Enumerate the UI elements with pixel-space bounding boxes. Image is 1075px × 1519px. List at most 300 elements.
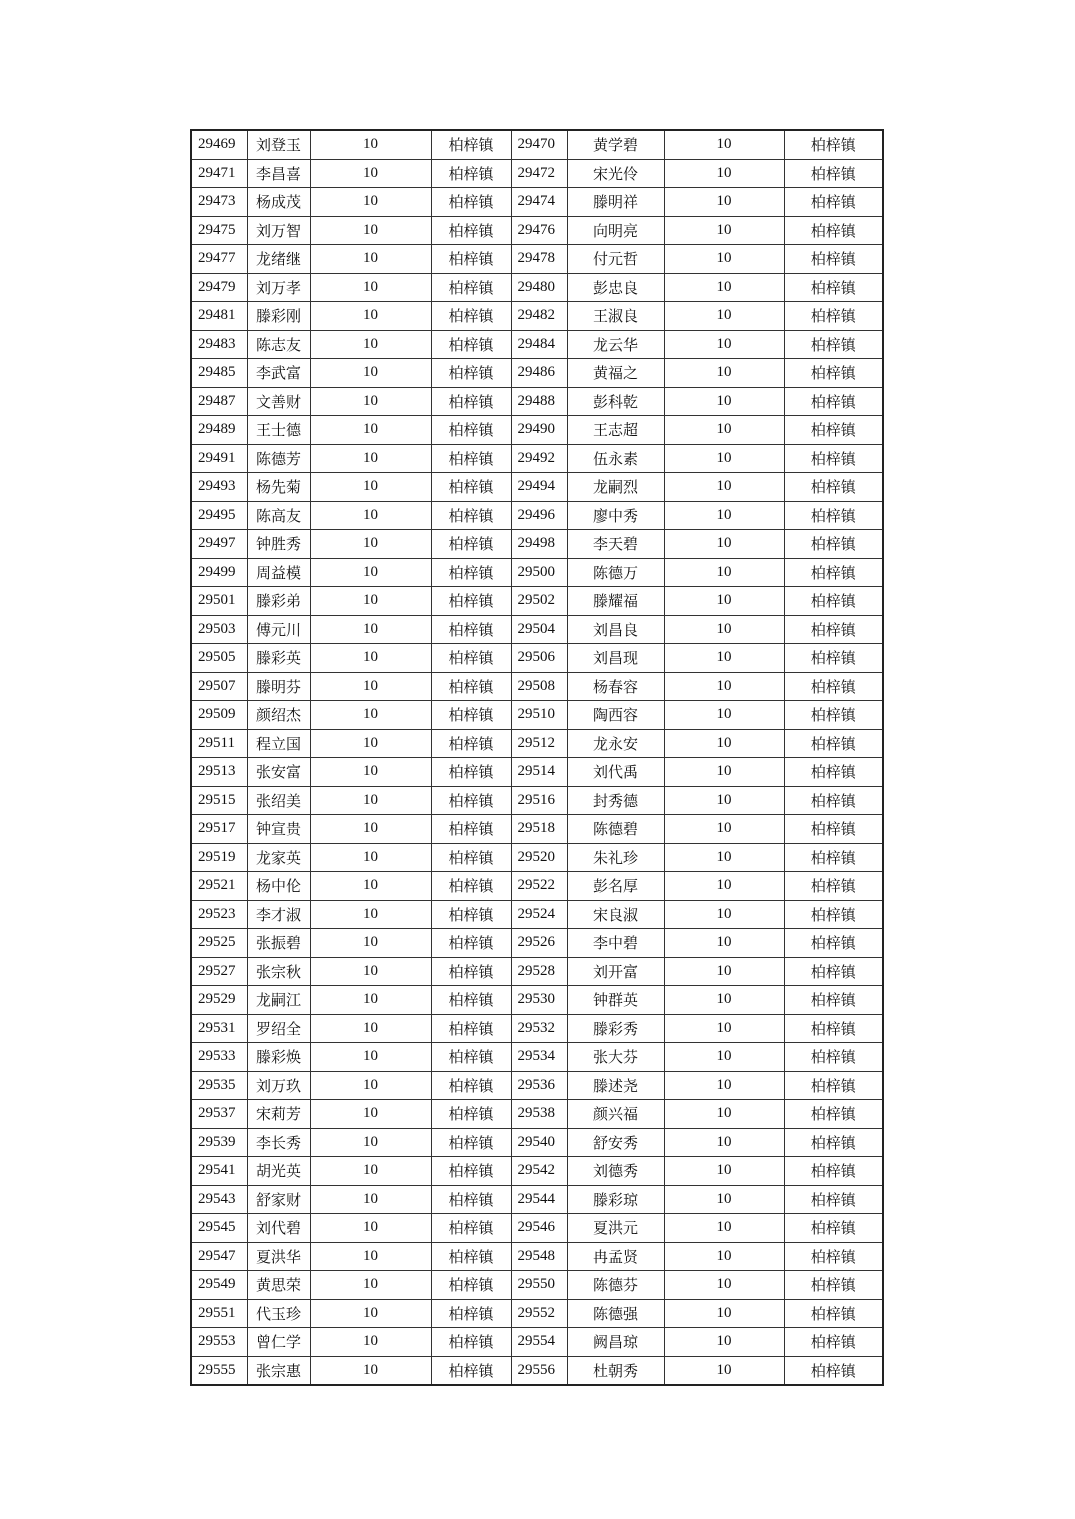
person-name-cell: 滕彩秀 [567, 1014, 664, 1043]
table-row [191, 159, 883, 188]
person-name-cell: 李武富 [247, 359, 310, 388]
town-cell: 柏梓镇 [784, 1071, 883, 1100]
amount-cell: 10 [310, 387, 431, 416]
table-row [191, 330, 883, 359]
record-id-cell: 29488 [511, 387, 567, 416]
person-name-cell: 曾仁学 [247, 1328, 310, 1357]
table-row [191, 444, 883, 473]
person-name-cell: 朱礼珍 [567, 843, 664, 872]
person-name-cell: 宋莉芳 [247, 1100, 310, 1129]
amount-cell: 10 [664, 558, 784, 587]
person-name-cell: 陶西容 [567, 701, 664, 730]
amount-cell: 10 [310, 986, 431, 1015]
person-name-cell: 文善财 [247, 387, 310, 416]
town-cell: 柏梓镇 [784, 159, 883, 188]
table-row [191, 1271, 883, 1300]
table-row [191, 872, 883, 901]
table-row [191, 786, 883, 815]
amount-cell: 10 [664, 359, 784, 388]
person-name-cell: 刘昌现 [567, 644, 664, 673]
person-name-cell: 李才淑 [247, 900, 310, 929]
person-name-cell: 杨春容 [567, 672, 664, 701]
record-id-cell: 29554 [511, 1328, 567, 1357]
amount-cell: 10 [310, 558, 431, 587]
town-cell: 柏梓镇 [784, 786, 883, 815]
amount-cell: 10 [664, 130, 784, 159]
record-id-cell: 29484 [511, 330, 567, 359]
person-name-cell: 龙永安 [567, 729, 664, 758]
town-cell: 柏梓镇 [431, 758, 511, 787]
amount-cell: 10 [664, 843, 784, 872]
town-cell: 柏梓镇 [784, 501, 883, 530]
record-id-cell: 29481 [191, 302, 247, 331]
amount-cell: 10 [664, 1157, 784, 1186]
person-name-cell: 黄思荣 [247, 1271, 310, 1300]
town-cell: 柏梓镇 [431, 786, 511, 815]
record-id-cell: 29511 [191, 729, 247, 758]
amount-cell: 10 [310, 587, 431, 616]
record-id-cell: 29527 [191, 957, 247, 986]
record-id-cell: 29502 [511, 587, 567, 616]
table-row [191, 929, 883, 958]
record-id-cell: 29538 [511, 1100, 567, 1129]
town-cell: 柏梓镇 [784, 1299, 883, 1328]
record-id-cell: 29533 [191, 1043, 247, 1072]
person-name-cell: 周益模 [247, 558, 310, 587]
town-cell: 柏梓镇 [784, 473, 883, 502]
table-row [191, 387, 883, 416]
town-cell: 柏梓镇 [431, 1356, 511, 1385]
town-cell: 柏梓镇 [431, 929, 511, 958]
amount-cell: 10 [310, 1271, 431, 1300]
town-cell: 柏梓镇 [431, 986, 511, 1015]
table-row [191, 1071, 883, 1100]
table-row [191, 273, 883, 302]
person-name-cell: 颜兴福 [567, 1100, 664, 1129]
record-id-cell: 29500 [511, 558, 567, 587]
table-row [191, 1128, 883, 1157]
amount-cell: 10 [310, 672, 431, 701]
record-id-cell: 29469 [191, 130, 247, 159]
amount-cell: 10 [664, 1299, 784, 1328]
amount-cell: 10 [310, 1214, 431, 1243]
person-name-cell: 廖中秀 [567, 501, 664, 530]
amount-cell: 10 [310, 1128, 431, 1157]
amount-cell: 10 [664, 615, 784, 644]
record-id-cell: 29537 [191, 1100, 247, 1129]
town-cell: 柏梓镇 [784, 729, 883, 758]
table-row [191, 1299, 883, 1328]
record-id-cell: 29540 [511, 1128, 567, 1157]
person-name-cell: 刘万智 [247, 216, 310, 245]
town-cell: 柏梓镇 [431, 615, 511, 644]
record-id-cell: 29474 [511, 188, 567, 217]
record-id-cell: 29515 [191, 786, 247, 815]
town-cell: 柏梓镇 [431, 1043, 511, 1072]
amount-cell: 10 [310, 302, 431, 331]
amount-cell: 10 [310, 843, 431, 872]
amount-cell: 10 [310, 758, 431, 787]
town-cell: 柏梓镇 [784, 587, 883, 616]
table-row [191, 1157, 883, 1186]
person-name-cell: 龙绪继 [247, 245, 310, 274]
person-name-cell: 龙嗣江 [247, 986, 310, 1015]
amount-cell: 10 [310, 929, 431, 958]
amount-cell: 10 [664, 530, 784, 559]
town-cell: 柏梓镇 [784, 1014, 883, 1043]
person-name-cell: 杨先菊 [247, 473, 310, 502]
town-cell: 柏梓镇 [784, 359, 883, 388]
town-cell: 柏梓镇 [431, 1157, 511, 1186]
town-cell: 柏梓镇 [431, 1299, 511, 1328]
record-id-cell: 29555 [191, 1356, 247, 1385]
record-id-cell: 29508 [511, 672, 567, 701]
person-name-cell: 王志超 [567, 416, 664, 445]
person-name-cell: 颜绍杰 [247, 701, 310, 730]
town-cell: 柏梓镇 [784, 957, 883, 986]
town-cell: 柏梓镇 [431, 273, 511, 302]
person-name-cell: 杨中伦 [247, 872, 310, 901]
town-cell: 柏梓镇 [784, 815, 883, 844]
town-cell: 柏梓镇 [784, 1214, 883, 1243]
person-name-cell: 李天碧 [567, 530, 664, 559]
person-name-cell: 刘万玖 [247, 1071, 310, 1100]
person-name-cell: 陈德强 [567, 1299, 664, 1328]
town-cell: 柏梓镇 [431, 473, 511, 502]
record-id-cell: 29550 [511, 1271, 567, 1300]
person-name-cell: 夏洪华 [247, 1242, 310, 1271]
person-name-cell: 付元哲 [567, 245, 664, 274]
amount-cell: 10 [664, 729, 784, 758]
record-id-cell: 29544 [511, 1185, 567, 1214]
record-id-cell: 29493 [191, 473, 247, 502]
town-cell: 柏梓镇 [431, 558, 511, 587]
amount-cell: 10 [310, 1356, 431, 1385]
amount-cell: 10 [310, 1299, 431, 1328]
town-cell: 柏梓镇 [784, 1271, 883, 1300]
person-name-cell: 程立国 [247, 729, 310, 758]
person-name-cell: 张宗秋 [247, 957, 310, 986]
record-id-cell: 29505 [191, 644, 247, 673]
town-cell: 柏梓镇 [784, 1157, 883, 1186]
town-cell: 柏梓镇 [431, 815, 511, 844]
person-name-cell: 向明亮 [567, 216, 664, 245]
town-cell: 柏梓镇 [784, 558, 883, 587]
person-name-cell: 张振碧 [247, 929, 310, 958]
amount-cell: 10 [310, 615, 431, 644]
amount-cell: 10 [664, 1071, 784, 1100]
amount-cell: 10 [664, 1214, 784, 1243]
person-name-cell: 宋良淑 [567, 900, 664, 929]
amount-cell: 10 [310, 130, 431, 159]
table-row [191, 1185, 883, 1214]
amount-cell: 10 [310, 1043, 431, 1072]
record-id-cell: 29506 [511, 644, 567, 673]
record-id-cell: 29542 [511, 1157, 567, 1186]
town-cell: 柏梓镇 [431, 1328, 511, 1357]
record-id-cell: 29485 [191, 359, 247, 388]
table-row [191, 1014, 883, 1043]
record-id-cell: 29547 [191, 1242, 247, 1271]
amount-cell: 10 [664, 1185, 784, 1214]
table-row [191, 530, 883, 559]
person-name-cell: 刘登玉 [247, 130, 310, 159]
amount-cell: 10 [310, 815, 431, 844]
person-name-cell: 刘开富 [567, 957, 664, 986]
person-name-cell: 钟胜秀 [247, 530, 310, 559]
person-name-cell: 刘德秀 [567, 1157, 664, 1186]
table-row [191, 900, 883, 929]
town-cell: 柏梓镇 [431, 216, 511, 245]
town-cell: 柏梓镇 [431, 159, 511, 188]
person-name-cell: 陈德碧 [567, 815, 664, 844]
amount-cell: 10 [664, 815, 784, 844]
table-row [191, 473, 883, 502]
amount-cell: 10 [664, 758, 784, 787]
table-row [191, 416, 883, 445]
town-cell: 柏梓镇 [431, 416, 511, 445]
table-row [191, 1242, 883, 1271]
town-cell: 柏梓镇 [431, 587, 511, 616]
record-id-cell: 29553 [191, 1328, 247, 1357]
table-row [191, 587, 883, 616]
record-id-cell: 29494 [511, 473, 567, 502]
table-row [191, 729, 883, 758]
record-id-cell: 29513 [191, 758, 247, 787]
town-cell: 柏梓镇 [784, 672, 883, 701]
record-id-cell: 29551 [191, 1299, 247, 1328]
record-id-cell: 29535 [191, 1071, 247, 1100]
amount-cell: 10 [664, 245, 784, 274]
record-id-cell: 29524 [511, 900, 567, 929]
table-row [191, 1356, 883, 1385]
town-cell: 柏梓镇 [784, 444, 883, 473]
record-id-cell: 29495 [191, 501, 247, 530]
town-cell: 柏梓镇 [431, 729, 511, 758]
town-cell: 柏梓镇 [784, 615, 883, 644]
record-id-cell: 29548 [511, 1242, 567, 1271]
amount-cell: 10 [310, 701, 431, 730]
record-id-cell: 29489 [191, 416, 247, 445]
amount-cell: 10 [310, 273, 431, 302]
amount-cell: 10 [310, 957, 431, 986]
record-id-cell: 29520 [511, 843, 567, 872]
town-cell: 柏梓镇 [784, 273, 883, 302]
record-id-cell: 29517 [191, 815, 247, 844]
record-id-cell: 29541 [191, 1157, 247, 1186]
amount-cell: 10 [310, 416, 431, 445]
table-row [191, 644, 883, 673]
town-cell: 柏梓镇 [784, 986, 883, 1015]
table-row [191, 843, 883, 872]
record-id-cell: 29525 [191, 929, 247, 958]
amount-cell: 10 [664, 159, 784, 188]
town-cell: 柏梓镇 [784, 1100, 883, 1129]
amount-cell: 10 [310, 1100, 431, 1129]
amount-cell: 10 [664, 644, 784, 673]
town-cell: 柏梓镇 [784, 900, 883, 929]
record-id-cell: 29470 [511, 130, 567, 159]
person-name-cell: 李昌喜 [247, 159, 310, 188]
table-row [191, 815, 883, 844]
town-cell: 柏梓镇 [431, 188, 511, 217]
amount-cell: 10 [664, 1356, 784, 1385]
record-id-cell: 29491 [191, 444, 247, 473]
person-name-cell: 刘昌良 [567, 615, 664, 644]
record-id-cell: 29492 [511, 444, 567, 473]
town-cell: 柏梓镇 [431, 302, 511, 331]
person-name-cell: 陈德芳 [247, 444, 310, 473]
person-name-cell: 滕彩弟 [247, 587, 310, 616]
town-cell: 柏梓镇 [431, 957, 511, 986]
person-name-cell: 彭科乾 [567, 387, 664, 416]
amount-cell: 10 [664, 273, 784, 302]
amount-cell: 10 [310, 729, 431, 758]
amount-cell: 10 [310, 1014, 431, 1043]
person-name-cell: 刘万孝 [247, 273, 310, 302]
town-cell: 柏梓镇 [431, 872, 511, 901]
amount-cell: 10 [664, 188, 784, 217]
record-id-cell: 29522 [511, 872, 567, 901]
table-row [191, 558, 883, 587]
town-cell: 柏梓镇 [784, 872, 883, 901]
town-cell: 柏梓镇 [431, 501, 511, 530]
record-id-cell: 29526 [511, 929, 567, 958]
amount-cell: 10 [310, 473, 431, 502]
record-id-cell: 29509 [191, 701, 247, 730]
record-id-cell: 29518 [511, 815, 567, 844]
record-id-cell: 29529 [191, 986, 247, 1015]
record-id-cell: 29534 [511, 1043, 567, 1072]
amount-cell: 10 [310, 530, 431, 559]
table-row [191, 957, 883, 986]
amount-cell: 10 [310, 1071, 431, 1100]
amount-cell: 10 [310, 501, 431, 530]
table-row [191, 758, 883, 787]
amount-cell: 10 [664, 302, 784, 331]
amount-cell: 10 [664, 1100, 784, 1129]
person-name-cell: 夏洪元 [567, 1214, 664, 1243]
town-cell: 柏梓镇 [784, 302, 883, 331]
town-cell: 柏梓镇 [431, 1271, 511, 1300]
amount-cell: 10 [664, 872, 784, 901]
town-cell: 柏梓镇 [784, 530, 883, 559]
amount-cell: 10 [310, 245, 431, 274]
amount-cell: 10 [664, 444, 784, 473]
person-name-cell: 舒安秀 [567, 1128, 664, 1157]
table-row [191, 1100, 883, 1129]
record-id-cell: 29530 [511, 986, 567, 1015]
table-row [191, 359, 883, 388]
person-name-cell: 滕述尧 [567, 1071, 664, 1100]
record-id-cell: 29496 [511, 501, 567, 530]
town-cell: 柏梓镇 [784, 245, 883, 274]
town-cell: 柏梓镇 [431, 1071, 511, 1100]
record-id-cell: 29549 [191, 1271, 247, 1300]
person-name-cell: 胡光英 [247, 1157, 310, 1186]
table-row [191, 216, 883, 245]
town-cell: 柏梓镇 [784, 130, 883, 159]
record-id-cell: 29487 [191, 387, 247, 416]
record-id-cell: 29531 [191, 1014, 247, 1043]
town-cell: 柏梓镇 [431, 130, 511, 159]
town-cell: 柏梓镇 [784, 416, 883, 445]
town-cell: 柏梓镇 [784, 387, 883, 416]
town-cell: 柏梓镇 [431, 330, 511, 359]
person-name-cell: 宋光伶 [567, 159, 664, 188]
person-name-cell: 杜朝秀 [567, 1356, 664, 1385]
person-name-cell: 钟群英 [567, 986, 664, 1015]
amount-cell: 10 [310, 644, 431, 673]
record-id-cell: 29512 [511, 729, 567, 758]
person-name-cell: 陈志友 [247, 330, 310, 359]
town-cell: 柏梓镇 [431, 444, 511, 473]
person-name-cell: 彭忠良 [567, 273, 664, 302]
record-id-cell: 29498 [511, 530, 567, 559]
town-cell: 柏梓镇 [784, 758, 883, 787]
person-name-cell: 李长秀 [247, 1128, 310, 1157]
record-id-cell: 29539 [191, 1128, 247, 1157]
amount-cell: 10 [310, 872, 431, 901]
town-cell: 柏梓镇 [431, 530, 511, 559]
person-name-cell: 滕明芬 [247, 672, 310, 701]
record-id-cell: 29504 [511, 615, 567, 644]
town-cell: 柏梓镇 [784, 644, 883, 673]
person-name-cell: 杨成茂 [247, 188, 310, 217]
person-name-cell: 舒家财 [247, 1185, 310, 1214]
person-name-cell: 张绍美 [247, 786, 310, 815]
amount-cell: 10 [310, 444, 431, 473]
table-row [191, 188, 883, 217]
amount-cell: 10 [310, 1328, 431, 1357]
amount-cell: 10 [310, 159, 431, 188]
amount-cell: 10 [310, 900, 431, 929]
amount-cell: 10 [664, 929, 784, 958]
town-cell: 柏梓镇 [784, 216, 883, 245]
person-name-cell: 阙昌琼 [567, 1328, 664, 1357]
record-id-cell: 29472 [511, 159, 567, 188]
amount-cell: 10 [664, 1328, 784, 1357]
person-name-cell: 张安富 [247, 758, 310, 787]
person-name-cell: 龙云华 [567, 330, 664, 359]
record-id-cell: 29483 [191, 330, 247, 359]
record-id-cell: 29499 [191, 558, 247, 587]
record-id-cell: 29477 [191, 245, 247, 274]
town-cell: 柏梓镇 [784, 1242, 883, 1271]
person-name-cell: 罗绍全 [247, 1014, 310, 1043]
table-row [191, 701, 883, 730]
roster-table-body [191, 130, 883, 1385]
amount-cell: 10 [310, 1242, 431, 1271]
amount-cell: 10 [310, 1157, 431, 1186]
town-cell: 柏梓镇 [784, 1043, 883, 1072]
amount-cell: 10 [664, 1014, 784, 1043]
person-name-cell: 冉孟贤 [567, 1242, 664, 1271]
table-row [191, 615, 883, 644]
person-name-cell: 钟宣贵 [247, 815, 310, 844]
person-name-cell: 滕彩英 [247, 644, 310, 673]
town-cell: 柏梓镇 [784, 1356, 883, 1385]
amount-cell: 10 [664, 473, 784, 502]
record-id-cell: 29521 [191, 872, 247, 901]
person-name-cell: 刘代禹 [567, 758, 664, 787]
table-row [191, 245, 883, 274]
record-id-cell: 29471 [191, 159, 247, 188]
person-name-cell: 滕耀福 [567, 587, 664, 616]
town-cell: 柏梓镇 [431, 701, 511, 730]
amount-cell: 10 [664, 587, 784, 616]
amount-cell: 10 [664, 701, 784, 730]
